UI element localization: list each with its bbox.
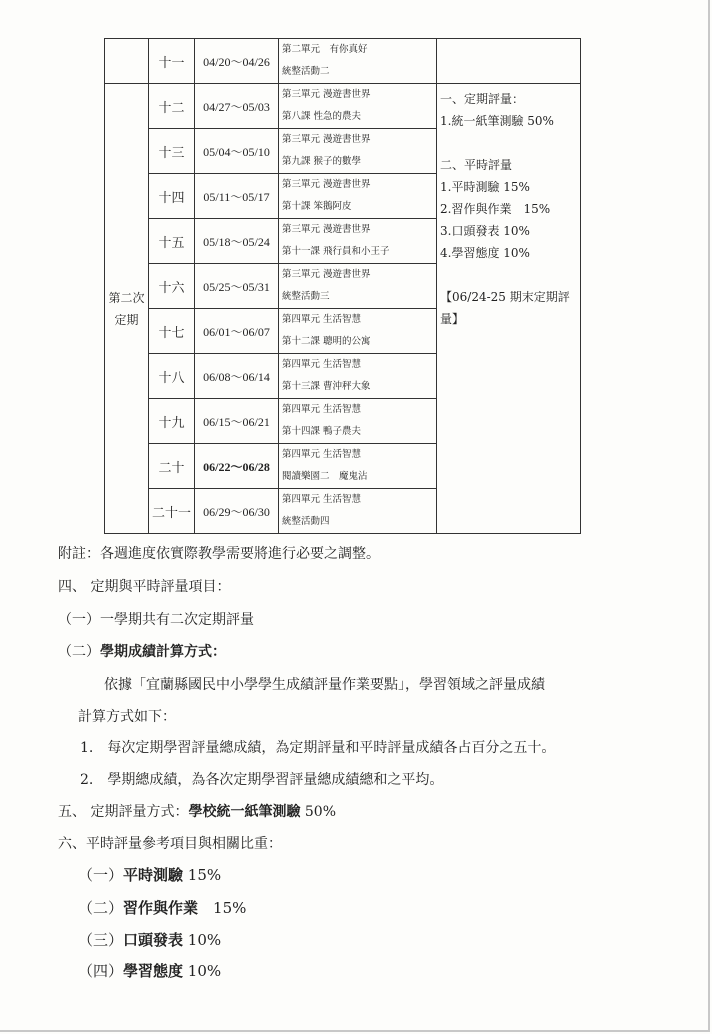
week-cell: 十九 xyxy=(149,399,195,444)
content-line: 第四單元 生活智慧 xyxy=(282,449,362,460)
content-line: 第四單元 生活智慧 xyxy=(282,359,362,370)
content-line: 第八課 性急的農夫 xyxy=(282,111,362,122)
week-cell: 十四 xyxy=(149,174,195,219)
content-cell xyxy=(279,264,437,309)
content-cell xyxy=(279,309,437,354)
section6-item-number: （三） xyxy=(78,931,124,949)
section4-item-2: 2. 學期總成績，為各次定期學習評量總成績總和之平均。 xyxy=(80,772,444,788)
content-cell xyxy=(279,444,437,489)
section5-prefix: 五、 定期評量方式： xyxy=(58,804,189,820)
section4-item-1: 1. 每次定期學習評量總成績，為定期評量和平時評量成績各占百分之五十。 xyxy=(80,740,556,756)
date-cell: 04/20～04/26 xyxy=(195,39,279,84)
content-line: 第三單元 漫遊書世界 xyxy=(282,179,371,190)
content-line: 統整活動二 xyxy=(282,66,330,77)
content-line: 第三單元 漫遊書世界 xyxy=(282,134,371,145)
content-line: 第三單元 漫遊書世界 xyxy=(282,89,371,100)
content-line: 統整活動三 xyxy=(282,291,330,302)
date-cell: 05/18～05/24 xyxy=(195,219,279,264)
week-cell: 十六 xyxy=(149,264,195,309)
assessment-item: 3.口頭發表 10% xyxy=(440,224,530,238)
section6-item xyxy=(78,960,221,981)
content-cell xyxy=(279,129,437,174)
section5-method: 學校統一紙筆測驗 xyxy=(188,804,301,820)
section4-sub2 xyxy=(58,641,226,661)
exam-note: 量】 xyxy=(440,312,465,326)
section6-item-percent: 10% xyxy=(183,962,222,980)
assessment-cell xyxy=(437,84,581,534)
section6-item-label: 習作與作業 xyxy=(123,899,199,917)
week-cell: 十八 xyxy=(149,354,195,399)
content-line: 第三單元 漫遊書世界 xyxy=(282,269,371,280)
content-line: 第九課 猴子的數學 xyxy=(282,156,362,167)
week-cell: 二十 xyxy=(149,444,195,489)
section4-paragraph: 計算方式如下： xyxy=(78,709,176,725)
assessment-item: 1.平時測驗 15% xyxy=(440,180,530,194)
content-line: 第十三課 曹沖秤大象 xyxy=(282,381,371,392)
content-line: 第二單元 有你真好 xyxy=(282,44,368,55)
section6-item-number: （一） xyxy=(78,866,124,884)
schedule-table xyxy=(104,38,581,534)
section6-item xyxy=(78,864,221,885)
content-line: 閱讀樂園二 魔鬼沾 xyxy=(282,471,368,482)
section4-sub2-number: （二） xyxy=(58,644,100,660)
week-cell: 十三 xyxy=(149,129,195,174)
date-cell: 05/04～05/10 xyxy=(195,129,279,174)
table-row xyxy=(105,84,581,129)
section6-item-label: 平時測驗 xyxy=(123,866,184,884)
term-cell-blank xyxy=(105,39,149,84)
week-cell: 十七 xyxy=(149,309,195,354)
content-line: 第三單元 漫遊書世界 xyxy=(282,224,371,235)
date-cell: 06/01～06/07 xyxy=(195,309,279,354)
section4-title: 四、 定期與平時評量項目： xyxy=(58,579,231,595)
content-cell xyxy=(279,39,437,84)
content-cell xyxy=(279,399,437,444)
section6-item-label: 口頭發表 xyxy=(123,931,184,949)
table-row xyxy=(105,39,581,84)
assessment-cell-blank xyxy=(437,39,581,84)
section4-sub1: （一）一學期共有二次定期評量 xyxy=(58,612,254,628)
section6-title: 六、平時評量參考項目與相關比重： xyxy=(58,836,282,852)
week-cell: 十二 xyxy=(149,84,195,129)
section6-item-number: （四） xyxy=(78,962,124,980)
section6-item-label: 學習態度 xyxy=(123,962,184,980)
content-line: 第十二課 聰明的公寓 xyxy=(282,336,371,347)
content-cell xyxy=(279,219,437,264)
section6-item-percent: 15% xyxy=(198,899,247,917)
content-line: 第十四課 鴨子農夫 xyxy=(282,426,362,437)
section4-paragraph: 依據「宜蘭縣國民中小學學生成績評量作業要點」，學習領域之評量成績 xyxy=(104,677,545,693)
term-label: 定期 xyxy=(114,312,139,327)
date-cell: 05/11～05/17 xyxy=(195,174,279,219)
term-label: 第二次 xyxy=(108,290,145,305)
section5 xyxy=(58,801,336,821)
content-line: 第四單元 生活智慧 xyxy=(282,314,362,325)
assessment-heading: 一、定期評量： xyxy=(440,92,525,106)
week-cell: 二十一 xyxy=(149,489,195,534)
content-line: 統整活動四 xyxy=(282,516,330,527)
content-cell xyxy=(279,84,437,129)
section6-item xyxy=(78,929,221,950)
content-line: 第十課 笨鵝阿皮 xyxy=(282,201,352,212)
content-line: 第四單元 生活智慧 xyxy=(282,494,362,505)
note: 附註：各週進度依實際教學需要將進行必要之調整。 xyxy=(58,546,380,562)
section4-sub2-title: 學期成績計算方式： xyxy=(100,644,226,660)
section6-item xyxy=(78,897,246,918)
section6-item-number: （二） xyxy=(78,899,124,917)
section6-item-percent: 15% xyxy=(183,866,222,884)
assessment-item: 2.習作與作業 15% xyxy=(440,202,551,216)
exam-note: 【06/24-25 期末定期評 xyxy=(440,290,570,304)
date-cell: 05/25～05/31 xyxy=(195,264,279,309)
section5-percent: 50% xyxy=(300,804,337,820)
date-cell: 06/15～06/21 xyxy=(195,399,279,444)
date-cell: 06/29～06/30 xyxy=(195,489,279,534)
assessment-item: 4.學習態度 10% xyxy=(440,246,530,260)
assessment-item: 1.統一紙筆測驗 50% xyxy=(440,114,554,128)
content-line: 第四單元 生活智慧 xyxy=(282,404,362,415)
week-cell: 十五 xyxy=(149,219,195,264)
date-cell: 06/22～06/28 xyxy=(195,444,279,489)
date-cell: 06/08～06/14 xyxy=(195,354,279,399)
content-cell xyxy=(279,489,437,534)
week-cell: 十一 xyxy=(149,39,195,84)
section6-item-percent: 10% xyxy=(183,931,222,949)
date-cell: 04/27～05/03 xyxy=(195,84,279,129)
content-cell xyxy=(279,174,437,219)
assessment-heading: 二、平時評量 xyxy=(440,158,513,172)
content-cell xyxy=(279,354,437,399)
term-cell xyxy=(105,84,149,534)
content-line: 第十一課 飛行員和小王子 xyxy=(282,246,390,257)
